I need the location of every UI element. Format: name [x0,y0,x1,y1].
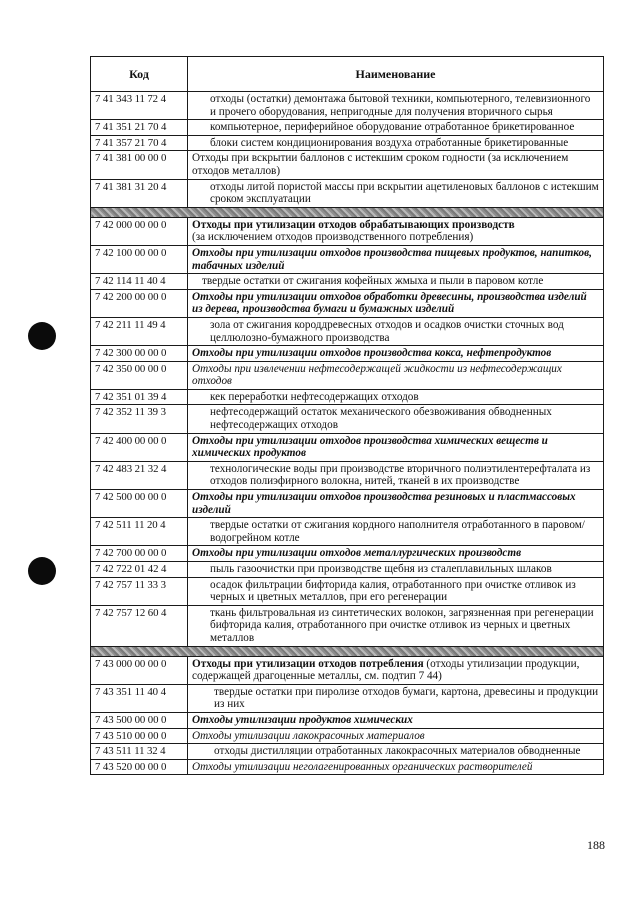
section-divider [91,646,604,656]
waste-name-text: Отходы при вскрытии баллонов с истекшим сроком годности (за исключением отходов металлов) [192,152,569,177]
waste-name [188,728,604,744]
binder-hole [28,557,56,585]
table-row [91,92,604,120]
table-row [91,433,604,461]
table-row [91,605,604,646]
waste-code: 7 43 511 11 32 4 [91,744,188,760]
table-row [91,389,604,405]
waste-code: 7 42 700 00 00 0 [91,546,188,562]
table-row [91,274,604,290]
table-row [91,346,604,362]
section-divider [91,207,604,217]
table-row [91,361,604,389]
waste-name [188,562,604,578]
waste-code: 7 42 722 01 42 4 [91,562,188,578]
waste-name [188,759,604,775]
table-row [91,151,604,179]
waste-code: 7 41 381 00 00 0 [91,151,188,179]
table-row [91,712,604,728]
waste-name [188,135,604,151]
table-row [91,577,604,605]
waste-name [188,605,604,646]
waste-code: 7 43 520 00 00 0 [91,759,188,775]
table-row [91,317,604,345]
waste-code: 7 42 352 11 39 3 [91,405,188,433]
table-row [91,728,604,744]
waste-name-text: нефтесодержащий остаток механического обезвоживания обводненных нефтесодержащих отходов [210,406,552,432]
waste-name-text: Отходы утилизации лакокрасочных материалов [192,729,425,742]
waste-name-text: Отходы при утилизации отходов обрабатывающих производств [192,218,515,231]
code-column-header: Код [91,57,188,92]
table-row [91,656,604,684]
table-row [91,120,604,136]
waste-name-text: твердые остатки при пиролизе отходов бумаги, картона, древесины и продукции из них [214,685,599,711]
waste-name [188,92,604,120]
waste-name [188,151,604,179]
table-row [91,518,604,546]
waste-name-text: блоки систем кондиционирования воздуха отработанные брикетированные [210,136,569,149]
waste-name [188,317,604,345]
waste-code: 7 42 400 00 00 0 [91,433,188,461]
waste-code: 7 41 351 21 70 4 [91,120,188,136]
table-row [91,245,604,273]
waste-name-text: Отходы при утилизации отходов производства химических веществ и химических продуктов [192,434,548,460]
waste-name [188,461,604,489]
table-row [91,179,604,207]
table-row [91,289,604,317]
table-row [91,490,604,518]
table-row [91,405,604,433]
waste-code: 7 43 000 00 00 0 [91,656,188,684]
waste-code-table [90,56,604,775]
table-row [91,562,604,578]
waste-code: 7 41 357 21 70 4 [91,135,188,151]
waste-name-text: Отходы при утилизации отходов металлургических производств [192,547,522,560]
waste-name-text: Отходы при утилизации отходов производства резиновых и пластмассовых изделий [192,491,576,516]
waste-code: 7 42 500 00 00 0 [91,490,188,518]
waste-code: 7 43 500 00 00 0 [91,712,188,728]
page-number: 188 [587,838,605,852]
binder-hole [28,322,56,350]
waste-name-text: технологические воды при производстве вторичного полиэтилентерефталата из отходов полиэфирного волокна, нитей, тканей в их производстве [210,462,591,488]
table-row [91,135,604,151]
waste-name [188,433,604,461]
table-row [91,759,604,775]
waste-code: 7 41 381 31 20 4 [91,179,188,207]
waste-code: 7 42 350 00 00 0 [91,361,188,389]
waste-name [188,289,604,317]
waste-name-text: Отходы при утилизации отходов обработки древесины, производства изделий из дерева, производства бумаги и бумажных изделий [192,290,587,316]
waste-name-text: пыль газоочистки при производстве щебня из сталеплавильных шлаков [210,563,552,575]
waste-code: 7 42 100 00 00 0 [91,245,188,273]
waste-name [188,179,604,207]
waste-code: 7 41 343 11 72 4 [91,92,188,120]
waste-name-text: твердые остатки от сжигания кордного наполнителя отработанного в паровом/водогрейном котле [210,519,585,544]
waste-name-text: компьютерное, периферийное оборудование отработанное брикетированное [210,121,575,134]
waste-name [188,405,604,433]
waste-code: 7 42 300 00 00 0 [91,346,188,362]
waste-name-text: Отходы утилизации продуктов химических [192,713,413,726]
waste-name [188,744,604,760]
waste-code: 7 42 211 11 49 4 [91,317,188,345]
table-header-row [91,57,604,92]
table-row [91,217,604,245]
waste-name [188,684,604,712]
waste-name-text: Отходы при извлечении нефтесодержащей жидкости из нефтесодержащих отходов [192,362,562,388]
waste-code: 7 42 351 01 39 4 [91,389,188,405]
waste-name-text: ткань фильтровальная из синтетических волокон, загрязненная при регенерации бифторида калия, отработанного при очистке отливок из черных и цветных металлов [210,606,594,644]
waste-name [188,518,604,546]
table-row [91,684,604,712]
waste-code: 7 42 511 11 20 4 [91,518,188,546]
waste-name [188,546,604,562]
waste-name [188,577,604,605]
waste-name-text: Отходы при утилизации отходов потребления [192,657,424,670]
table-row [91,461,604,489]
waste-name-text: Отходы при утилизации отходов производства пищевых продуктов, напитков, табачных изделий [192,246,592,272]
waste-name [188,490,604,518]
waste-name-note: (за исключением отходов производственного потребления) [192,231,474,244]
waste-name-text: кек переработки нефтесодержащих отходов [210,390,419,403]
waste-name-text: отходы литой пористой массы при вскрытии ацетиленовых баллонов с истекшим сроком эксплуатации [210,180,599,206]
name-column-header: Наименование [188,57,604,92]
waste-name-text: осадок фильтрации бифторида калия, отработанного при очистке отливок из черных и цветных металлов, при его регенерации [210,578,576,604]
waste-name [188,389,604,405]
waste-code: 7 42 757 11 33 3 [91,577,188,605]
waste-code: 7 42 757 12 60 4 [91,605,188,646]
waste-name [188,361,604,389]
waste-name-text: зола от сжигания короддревесных отходов и осадков очистки сточных вод целлюлозно-бумажного производства [210,318,564,344]
waste-name [188,274,604,290]
table-row [91,744,604,760]
waste-name-text: отходы (остатки) демонтажа бытовой техники, компьютерного, телевизионного и прочего оборудования, непригодные для получения вторичного сырья [210,93,591,118]
waste-code: 7 42 483 21 32 4 [91,461,188,489]
section-divider-cell [91,207,604,217]
section-divider-cell [91,646,604,656]
waste-code: 7 42 114 11 40 4 [91,274,188,290]
table-body [91,92,604,775]
waste-code: 7 43 510 00 00 0 [91,728,188,744]
waste-code: 7 42 000 00 00 0 [91,217,188,245]
waste-code: 7 43 351 11 40 4 [91,684,188,712]
waste-name-note: (отходы утилизации продукции, содержащей драгоценные металлы, см. подтип 7 44) [192,657,580,683]
waste-name [188,217,604,245]
waste-name-text: Отходы утилизации неголагенированных органических растворителей [192,760,533,773]
waste-name [188,712,604,728]
waste-name [188,346,604,362]
table-row [91,546,604,562]
waste-name [188,245,604,273]
waste-name-text: отходы дистилляции отработанных лакокрасочных материалов обводненные [214,745,581,758]
waste-code: 7 42 200 00 00 0 [91,289,188,317]
waste-name-text: Отходы при утилизации отходов производства кокса, нефтепродуктов [192,347,552,360]
waste-name-text: твердые остатки от сжигания кофейных жмыха и пыли в паровом котле [202,275,544,288]
waste-name [188,656,604,684]
waste-name [188,120,604,136]
